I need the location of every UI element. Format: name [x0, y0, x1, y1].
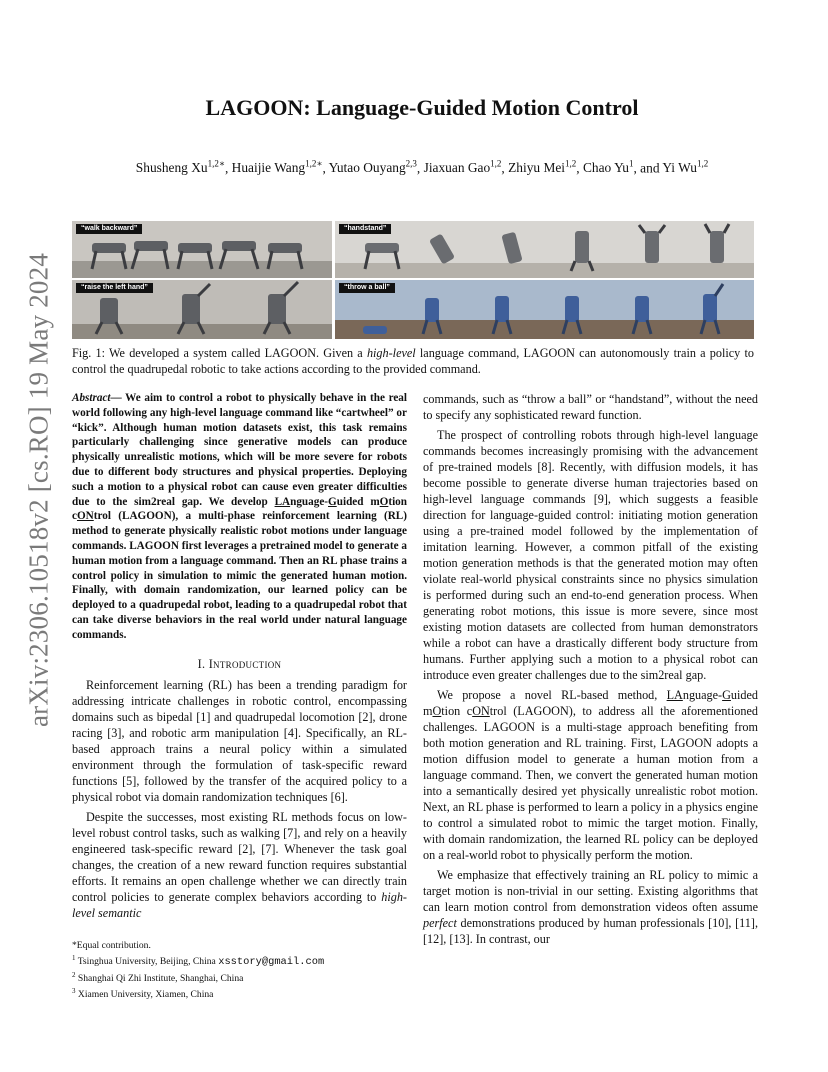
- panel-label: “walk backward”: [76, 224, 142, 234]
- panel-label: “handstand”: [339, 224, 391, 234]
- figure-panel-handstand: [335, 221, 754, 278]
- email-link[interactable]: xsstory@gmail.com: [218, 956, 325, 969]
- author: Yutao Ouyang$^{2,3}$: [328, 159, 417, 176]
- arxiv-stamp: arXiv:2306.10518v2 [cs.RO] 19 May 2024: [23, 252, 54, 728]
- author: Shusheng $Xu^{1,2∗}$: [135, 159, 225, 176]
- body-paragraph: We emphasize that effectively training an RL policy to mimic a target motion is non-trivial in our setting. Existing algorithms that can learn motion control from demonstration videos often assume perfect demonstrations produced by human professionals [10], [11], [12], [13]. In contrast, our: [423, 868, 758, 946]
- author: Yi Wu$^{1,2}$: [662, 159, 709, 176]
- figure-panel-raise-the-left-hand: [72, 280, 332, 339]
- author: Jiaxuan Gao$^{1,2}$: [423, 159, 502, 176]
- footnote: $^2$ Shanghai Qi Zhi Institute, Shanghai, China: [72, 971, 244, 985]
- right-column: [423, 391, 758, 947]
- left-column: [72, 391, 407, 921]
- figure-panel-throw-a-ball: [335, 280, 754, 339]
- panel-label: “raise the left hand”: [76, 283, 153, 293]
- body-paragraph: Reinforcement learning (RL) has been a trending paradigm for addressing intricate challenges in robotic control, encompassing domains such as bipedal [1] and quadrupedal locomotion [2], drone racing [3], and robotic arm manipulation [4]. Specifically, an RL-based approach trains a neural policy within a simulated environment through the formulation of task-specific reward functions [5], followed by the transfer of the acquired policy to a physical robot via domain randomization techniques [6].: [72, 677, 407, 804]
- body-paragraph: The prospect of controlling robots through high-level language commands becomes increasingly promising with the advancement of pre-trained models [8]. Recently, with diffusion models, it has become possible to generate diverse human trajectories based on high-level language commands [9], which suggests a feasible direction for language-guided control: initiating motion generation using a pre-trained model followed by the implementation of imitation learning. However, a common pitfall of the existing motion generation methods is that the generated motion may often violate real-world physical constraints since no physics simulation is performed during such an end-to-end generation process. When generating robot motions, this issue is more severe, since most existing motion datasets are collected from human demonstrators while a robot can have a drastically different body structure from humans. Further applying such a motion to a physical robot can introduce even greater challenges due to the sim2real gap.: [423, 428, 758, 682]
- figure-panel-walk-backward: [72, 221, 332, 278]
- footnote: *Equal contribution.: [72, 940, 151, 951]
- panel-label: “throw a ball”: [339, 283, 395, 293]
- section-heading: I. Introduction: [197, 656, 282, 671]
- body-paragraph: We propose a novel RL-based method, LAnguage-Guided mOtion cONtrol (LAGOON), to address all the aforementioned challenges. LAGOON is a multi-stage approach benefiting from both motion generation and RL training. First, LAGOON adopts a motion diffusion model to generate a human motion from a language command. Then, we convert the generated human motion into a semantically desired yet physically unrealistic robot motion. Next, an RL phase is performed to learn a policy in a physics engine to control a simulated robot to mimic the target motion. Finally, with domain randomization, the learned RL policy can be deployed on a real-world robot to physically perform the motion.: [423, 688, 758, 862]
- figure-1: [72, 221, 754, 339]
- footnotes: [72, 939, 407, 1002]
- author: Zhiyu Mei$^{1,2}$: [508, 159, 577, 176]
- footnote: $^3$ Xiamen University, Xiamen, China: [72, 987, 214, 1001]
- footnote: $^1$ Tsinghua University, Beijing, China xsstory@gmail.com: [72, 954, 325, 969]
- body-paragraph: commands, such as “throw a ball” or “handstand”, without the need to specify any sophisticated reward function.: [423, 392, 758, 422]
- abstract: Abstract— We aim to control a robot to physically behave in the real world following any high-level language command like “cartwheel” or “kick”. Although human motion datasets exist, this task remains particularly challenging since generative models can produce physically unrealistic motions, which will be more severe for robots due to different body structures and physical properties. Deploying such a motion to a physical robot can cause even greater difficulties due to the sim2real gap. We develop LAnguage-Guided mOtion cONtrol (LAGOON), a multi-phase reinforcement learning (RL) method to generate physically realistic robot motions under language commands. LAGOON first leverages a pretrained model to generate a human motion from a language command. Then an RL phase trains a control policy in simulation to mimic the generated human motion. Finally, with domain randomization, our learned policy can be deployed to a quadrupedal robot, leading to a quadrupedal robot that can take diverse behaviors in the real world under natural language commands.: [72, 392, 407, 641]
- robot-photo: [335, 221, 754, 278]
- paper-title: LAGOON: Language-Guided Motion Control: [205, 95, 639, 120]
- author: Chao Yu$^1$: [582, 159, 634, 176]
- robot-photo: [335, 280, 754, 339]
- body-paragraph: Despite the successes, most existing RL methods focus on low-level robust control tasks, such as walking [7], and rely on a heavily engineered task-specific reward [2], [7]. Whenever the task goal changes, the creation of a new reward function requires substantial efforts. It remains an open challenge whether we can directly train control policies to generate complex behaviors according to high-level semantic: [72, 809, 407, 920]
- author: Huaijie Wang$^{1,2∗}$: [231, 159, 323, 176]
- author-list: Shusheng $Xu^{1,2∗}$, Huaijie Wang$^{1,2∗}$, Yutao Ouyang$^{2,3}$, Jiaxuan Gao$^{1,2}$, Zhiyu Mei$^{1,2}$, Chao Yu$^1$, and Yi Wu$^{1,2}$: [135, 159, 709, 176]
- figure-caption: Fig. 1: We developed a system called LAGOON. Given a high-level language command, LAGOON can autonomously train a policy to control the quadrupedal robotic to take actions according to the provided command.: [72, 346, 754, 376]
